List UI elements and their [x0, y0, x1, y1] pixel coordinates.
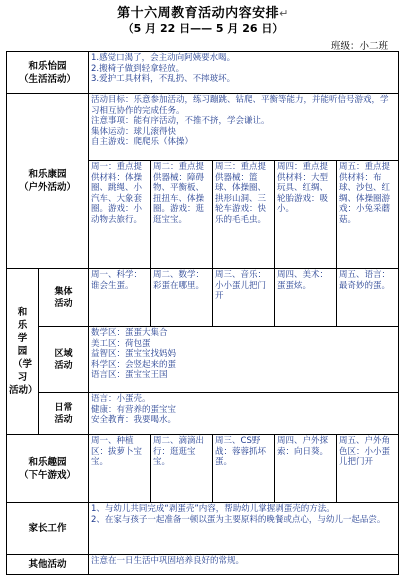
outdoor-free: 自主游戏：爬爬乐（体操）: [91, 137, 194, 147]
row-other-activities: [7, 555, 399, 575]
schedule-table: [6, 51, 399, 575]
sub-label-group: 集体 活动: [39, 269, 89, 327]
outdoor-day-1: 周一：重点提供材料：体操圈、跳绳、小汽车、大象套圈。游戏：小动物去旅行。: [89, 161, 151, 269]
life-activity-content: [89, 52, 399, 94]
area-item: 科学区：会竖起来的蛋: [91, 359, 177, 370]
row-label-other: 其他活动: [7, 555, 89, 575]
area-item: 美工区：荷包蛋: [91, 338, 151, 349]
outdoor-day-2: 周二：重点提供器械：障碍物、平衡板、扭扭车、体操圈。游戏：逛逛宝宝。: [151, 161, 213, 269]
group-day-1: 周一、科学：谁会生蛋。: [89, 269, 151, 327]
sub-label-daily: 日常 活动: [39, 393, 89, 435]
outdoor-goal: 活动目标：乐意参加活动，练习蹦跳、钻爬、平衡等能力，并能听信号游戏，学习相互协作的完成任务。: [91, 95, 389, 116]
outdoor-note: 注意事项：能有序活动，不推不挤，学会谦让。: [91, 116, 270, 126]
group-day-5: 周五、语言：最奇妙的蛋。: [337, 269, 399, 327]
row-outdoor-general: [7, 94, 399, 161]
row-label-afternoon: 和乐趣园 （下午游戏）: [7, 435, 89, 503]
afternoon-day-3: 周三、CS野战：蓉蓉抓坏蛋。: [213, 435, 275, 503]
class-label: 班级：小二班: [330, 41, 388, 52]
afternoon-day-2: 周二、滴滴出行：逛逛宝宝。: [151, 435, 213, 503]
date-range: （5 月 22 日—— 5 月 26 日）: [122, 22, 284, 35]
outdoor-day-3: 周三：重点提供器械：篮球、体操圈、拱形山洞、三轮车游戏：快乐的毛毛虫。: [213, 161, 275, 269]
area-item: 数学区：蛋蛋大集合: [91, 328, 168, 338]
afternoon-day-4: 周四、户外探索：向日葵。: [275, 435, 337, 503]
area-item: 语言区：蛋宝宝王国: [91, 370, 168, 380]
row-label-parent: 家长工作: [7, 503, 89, 555]
row-label-outdoor: 和乐康园 （户外活动）: [7, 94, 89, 269]
afternoon-day-5: 周五、户外角色区：小小蛋儿把门开: [337, 435, 399, 503]
row-parent-work: [7, 503, 399, 555]
row-label-study: 和 乐 学 园 （学 习 活动）: [7, 269, 39, 435]
row-life-activity: [7, 52, 399, 94]
other-activities-content: [89, 555, 399, 575]
paragraph-mark-icon: ↵: [279, 7, 289, 20]
area-activity-content: [89, 327, 399, 393]
outdoor-day-5: 周五：重点提供材料：布球、沙包、红绸、体操圈游戏：小兔采蘑菇。: [337, 161, 399, 269]
outdoor-day-4: 周四：重点提供材料：大型玩具、红绸、轮胎游戏：吸小。: [275, 161, 337, 269]
group-day-2: 周二、数学：彩蛋在哪里。: [151, 269, 213, 327]
parent-item: 2、在家与孩子一起准备一顿以蛋为主要原料的晚餐或点心，与幼儿一起品尝。: [91, 514, 386, 525]
group-day-4: 周四、美术：蛋蛋炫。: [275, 269, 337, 327]
life-item: 2.搬椅子做到轻拿轻放。: [91, 63, 185, 74]
life-item: 3.爱护工具材料，不乱扔、不摔玻坏。: [91, 74, 236, 84]
group-day-3: 周三、音乐：小小蛋儿把门开: [213, 269, 275, 327]
afternoon-day-1: 周一、种植区：拔萝卜宝宝。: [89, 435, 151, 503]
row-daily-activity: [7, 393, 399, 435]
row-label-life: 和乐怡园 （生活活动）: [7, 52, 89, 94]
outdoor-general-content: [89, 94, 399, 161]
daily-activity-content: [89, 393, 399, 435]
other-item: 注意在一日生活中巩固培养良好的常规。: [91, 556, 245, 566]
title-text: 第十六周教育活动内容安排: [117, 6, 280, 21]
row-afternoon-games: [7, 435, 399, 503]
sub-label-area: 区域 活动: [39, 327, 89, 393]
life-item: 1.感觉口渴了，会主动向阿姨要水喝。: [91, 53, 236, 63]
parent-work-content: [89, 503, 399, 555]
page-title: [0, 2, 406, 21]
daily-item: 健康：有营养的蛋宝宝: [91, 404, 177, 415]
area-item: 益智区：蛋宝宝找妈妈: [91, 349, 177, 359]
daily-item: 语言：小蛋壳。: [91, 394, 151, 404]
row-area-activity: [7, 327, 399, 393]
row-group-activity: [7, 269, 399, 327]
outdoor-group: 集体运动：球儿滚得快: [91, 126, 177, 137]
daily-item: 安全教育：我要喝水。: [91, 415, 177, 425]
parent-item: 1、与幼儿共同完成“剥蛋壳”内容，帮助幼儿掌握剥蛋壳的方法。: [91, 504, 335, 514]
